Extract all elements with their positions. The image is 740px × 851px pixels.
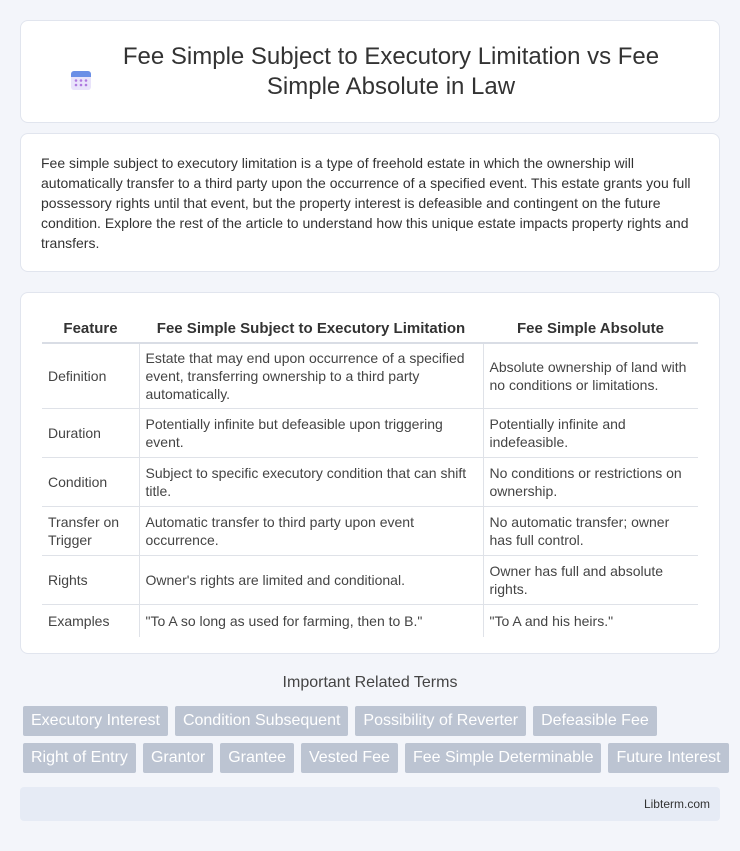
cell-executory: "To A so long as used for farming, then to B." [139, 605, 483, 637]
intro-card [20, 133, 720, 272]
tag-grantee[interactable]: Grantee [220, 743, 294, 773]
table-header-row [42, 313, 698, 343]
cell-feature: Condition [42, 458, 139, 507]
comparison-card [20, 292, 720, 654]
cell-executory: Automatic transfer to third party upon event occurrence. [139, 507, 483, 556]
cell-absolute: No conditions or restrictions on ownership. [483, 458, 698, 507]
cell-executory: Owner's rights are limited and conditional. [139, 556, 483, 605]
cell-feature: Definition [42, 343, 139, 409]
cell-feature: Examples [48, 612, 110, 629]
cell-feature: Transfer on Trigger [42, 507, 139, 556]
table-row [42, 507, 698, 556]
tag-defeasible-fee[interactable]: Defeasible Fee [533, 706, 657, 736]
tag-future-interest[interactable]: Future Interest [608, 743, 728, 773]
tag-right-of-entry[interactable]: Right of Entry [23, 743, 136, 773]
header-executory: Fee Simple Subject to Executory Limitation [139, 313, 483, 343]
cell-feature: Rights [42, 556, 139, 605]
title-wrap [69, 42, 671, 102]
cell-executory: Estate that may end upon occurrence of a specified event, transferring ownership to a third party automatically. [139, 343, 483, 409]
cell-absolute: "To A and his heirs." [489, 612, 614, 629]
calendar-grid-icon [69, 68, 93, 92]
related-tags-row-1 [23, 706, 723, 736]
related-tags-row-2 [23, 743, 723, 773]
footer-brand[interactable]: Libterm.com [643, 797, 710, 811]
cell-executory: Subject to specific executory condition that can shift title. [139, 458, 483, 507]
tag-fee-simple-determinable[interactable]: Fee Simple Determinable [405, 743, 602, 773]
table-row [42, 556, 698, 605]
table-row [42, 458, 698, 507]
header-feature: Feature [42, 313, 139, 343]
cell-absolute: Absolute ownership of land with no conditions or limitations. [483, 343, 698, 409]
cell-executory: Potentially infinite but defeasible upon triggering event. [139, 409, 483, 458]
cell-feature: Duration [42, 409, 139, 458]
related-terms-title: Important Related Terms [282, 674, 458, 691]
tag-vested-fee[interactable]: Vested Fee [301, 743, 398, 773]
tag-executory-interest[interactable]: Executory Interest [23, 706, 168, 736]
table-row [42, 605, 698, 637]
intro-paragraph: Fee simple subject to executory limitation is a type of freehold estate in which the ownership will automatically transfer to a third party upon the occurrence of a specified event. This estate grants you full possessory rights until that event, but the property interest is defeasible and contingent on the future condition. Explore the rest of the article to understand how this unique estate impacts property rights and transfers. [41, 155, 691, 251]
cell-absolute: No automatic transfer; owner has full control. [483, 507, 698, 556]
table-row [42, 409, 698, 458]
page-title: Fee Simple Subject to Executory Limitation vs Fee Simple Absolute in Law [122, 42, 660, 100]
tag-possibility-of-reverter[interactable]: Possibility of Reverter [355, 706, 526, 736]
comparison-table [42, 313, 698, 637]
cell-absolute: Owner has full and absolute rights. [483, 556, 698, 605]
tag-grantor[interactable]: Grantor [143, 743, 213, 773]
tag-condition-subsequent[interactable]: Condition Subsequent [175, 706, 348, 736]
header-absolute: Fee Simple Absolute [483, 313, 698, 343]
title-card [20, 20, 720, 123]
cell-absolute: Potentially infinite and indefeasible. [483, 409, 698, 458]
footer [20, 787, 720, 821]
table-row [42, 343, 698, 409]
